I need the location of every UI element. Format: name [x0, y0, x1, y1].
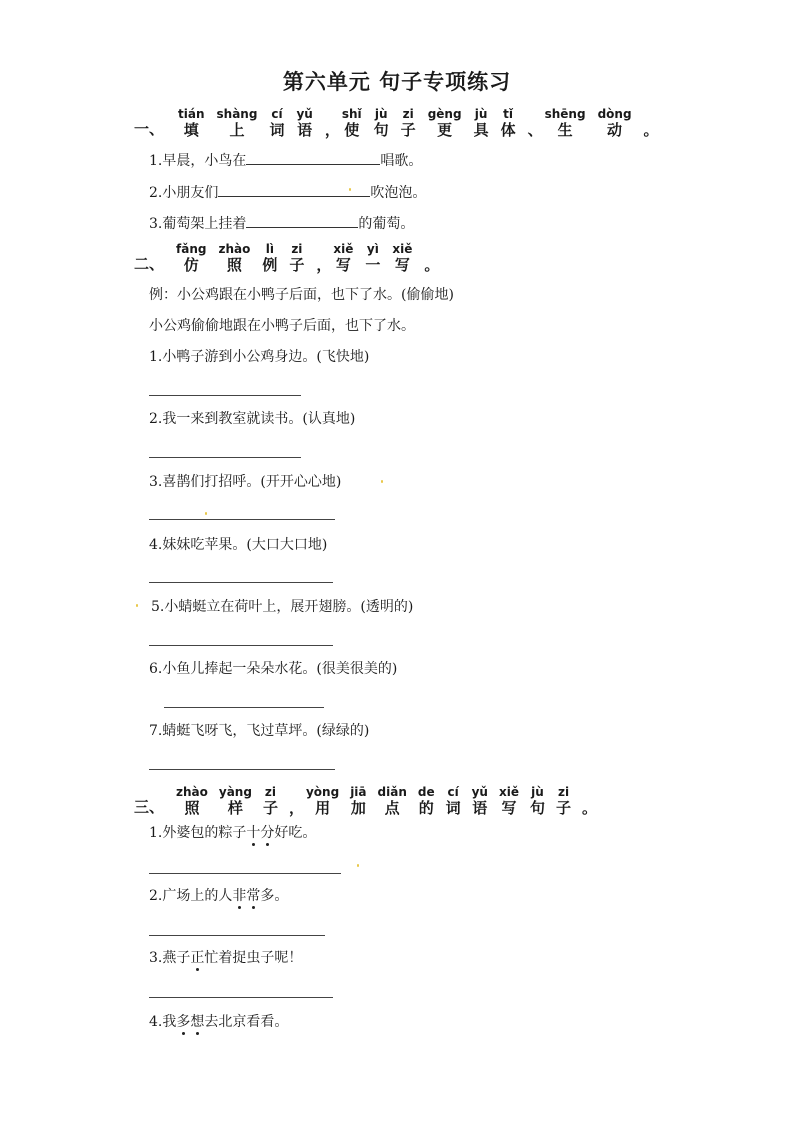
pinyin: tián [178, 107, 205, 121]
s3-item-4 [149, 1013, 288, 1031]
hanzi: 。 [424, 256, 440, 274]
hanzi: 用 [315, 799, 331, 817]
section2-number: 二、 [134, 255, 165, 273]
ruby-char [644, 108, 659, 139]
hanzi: 照 [226, 256, 242, 274]
answer-line[interactable] [149, 582, 333, 583]
pinyin: xiě [392, 242, 413, 256]
ruby-char [289, 243, 304, 274]
answer-line[interactable] [149, 997, 333, 998]
hanzi: 仿 [183, 256, 199, 274]
pinyin: xiě [333, 242, 354, 256]
s1-item-1: 1.早晨，小鸟在 唱歌。 [149, 150, 422, 170]
hanzi: 样 [227, 799, 243, 817]
hanzi: 、 [527, 121, 543, 139]
pinyin: cí [271, 107, 283, 121]
pinyin: cí [447, 785, 459, 799]
pinyin: zi [402, 107, 414, 121]
pinyin: shàng [216, 107, 258, 121]
dotted-word-char: 想 [190, 1014, 205, 1030]
ruby-char [472, 786, 488, 817]
answer-line[interactable] [149, 935, 325, 936]
hanzi: 具 [473, 121, 489, 139]
pinyin [649, 108, 653, 120]
pinyin: dòng [597, 107, 632, 121]
s3-item-3 [149, 949, 302, 967]
ruby-char [545, 108, 586, 139]
sentence-text: 去北京看看。 [204, 1014, 289, 1030]
pinyin [322, 243, 326, 255]
pinyin: jù [474, 107, 488, 121]
answer-line[interactable] [149, 645, 333, 646]
hanzi: 子 [400, 121, 416, 139]
sentence-text: 多。 [260, 888, 289, 904]
pinyin: shǐ [341, 107, 362, 121]
hanzi: 。 [643, 121, 659, 139]
sentence-text: 2.广场上的人 [149, 888, 233, 904]
hanzi: 词 [445, 799, 461, 817]
ruby-char [428, 108, 462, 139]
hanzi: 。 [582, 799, 598, 817]
pinyin [430, 243, 434, 255]
dotted-word-char: 常 [246, 888, 261, 904]
hanzi: 例 [262, 256, 278, 274]
hanzi: 写 [335, 256, 351, 274]
s2-item-5: 5.小蜻蜓立在荷叶上，展开翅膀。(透明的) [151, 599, 414, 615]
ruby-char [582, 786, 597, 817]
hanzi: 照 [184, 799, 200, 817]
ruby-char [365, 243, 380, 274]
scan-speck [381, 480, 383, 483]
answer-line[interactable] [149, 457, 301, 458]
hanzi: ， [316, 256, 332, 274]
hanzi: 词 [269, 121, 285, 139]
answer-line[interactable] [164, 707, 324, 708]
ruby-char [178, 108, 205, 139]
pinyin: jiā [350, 785, 367, 799]
pinyin: yǔ [471, 785, 488, 799]
ruby-char [418, 786, 435, 817]
ruby-char [269, 108, 284, 139]
sentence-text: 4.我 [149, 1014, 177, 1030]
ruby-char [342, 108, 362, 139]
scan-speck [136, 604, 138, 607]
ruby-char [306, 786, 339, 817]
dotted-word-char: 多 [176, 1014, 191, 1030]
ruby-char [218, 243, 250, 274]
hanzi: 的 [418, 799, 434, 817]
ruby-char [401, 108, 416, 139]
ruby-char [374, 108, 389, 139]
hanzi: 填 [183, 121, 199, 139]
section3-heading [134, 786, 599, 817]
dotted-word-char: 非 [232, 888, 247, 904]
section2-heading [134, 243, 441, 274]
hanzi: 体 [500, 121, 516, 139]
dotted-word-char: 分 [260, 825, 275, 841]
ruby-char [316, 243, 331, 274]
ruby-char [289, 786, 304, 817]
fill-blank[interactable] [218, 182, 370, 197]
hanzi: 加 [350, 799, 366, 817]
ruby-char [176, 243, 206, 274]
hanzi: 语 [297, 121, 313, 139]
ruby-char [501, 108, 516, 139]
sentence-text: 好吃。 [274, 825, 317, 841]
s2-item-1: 1.小鸭子游到小公鸡身边。(飞快地) [149, 349, 370, 365]
s1-item-2: 2.小朋友们 吹泡泡。 [149, 182, 426, 202]
hanzi: 动 [607, 121, 623, 139]
pinyin: zi [291, 242, 303, 256]
answer-line[interactable] [149, 519, 335, 520]
ruby-char [556, 786, 571, 817]
ruby-char [392, 243, 412, 274]
hanzi: 写 [394, 256, 410, 274]
pinyin: lì [265, 242, 274, 256]
pinyin: yòng [305, 785, 340, 799]
s3-item-2 [149, 887, 288, 905]
ruby-char [499, 786, 519, 817]
pinyin: fǎng [176, 242, 207, 256]
ruby-char [217, 108, 258, 139]
hanzi: 使 [344, 121, 360, 139]
pinyin: gèng [427, 107, 462, 121]
answer-line[interactable] [149, 769, 335, 770]
sentence-text: 忙着捉虫子呢！ [204, 950, 303, 966]
pinyin: xiě [498, 785, 519, 799]
s2-item-7: 7.蜻蜓飞呀飞，飞过草坪。(绿绿的) [149, 723, 370, 739]
pinyin: shēng [544, 107, 586, 121]
s2-item-2: 2.我一来到教室就读书。(认真地) [149, 411, 356, 427]
hanzi: 写 [501, 799, 517, 817]
s3-item-1 [149, 824, 316, 842]
pinyin [533, 108, 537, 120]
fill-blank[interactable] [246, 213, 358, 228]
sentence-text: 3.燕子 [149, 950, 191, 966]
sentence-text: 1.外婆包的粽子 [149, 825, 247, 841]
dotted-word-char: 正 [190, 950, 205, 966]
s2-item-6: 6.小鱼儿捧起一朵朵水花。(很美很美的) [149, 661, 398, 677]
ruby-char [262, 243, 277, 274]
hanzi: 子 [556, 799, 572, 817]
hanzi: ， [324, 121, 340, 139]
pinyin: yàng [218, 785, 252, 799]
section1-heading [134, 108, 661, 139]
example-answer: 小公鸡偷偷地跟在小鸭子后面，也下了水。 [149, 318, 415, 334]
hanzi: 一 [365, 256, 381, 274]
pinyin [294, 786, 298, 798]
hanzi: 句 [373, 121, 389, 139]
page-title: 第六单元 句子专项练习 [282, 69, 512, 94]
hanzi: 句 [529, 799, 545, 817]
pinyin: zi [264, 785, 277, 799]
ruby-char [296, 108, 312, 139]
answer-line[interactable] [149, 395, 301, 396]
section1-number: 一、 [134, 120, 165, 138]
s2-item-4: 4.妹妹吃苹果。(大口大口地) [149, 537, 328, 553]
hanzi: 更 [437, 121, 453, 139]
ruby-char [263, 786, 278, 817]
fill-blank[interactable] [246, 150, 380, 165]
pinyin: tǐ [503, 107, 514, 121]
pinyin: zhào [176, 785, 208, 799]
hanzi: 生 [557, 121, 573, 139]
dotted-word-char: 十 [246, 825, 261, 841]
pinyin: jù [374, 107, 388, 121]
ruby-char [378, 786, 407, 817]
hanzi: 子 [262, 799, 278, 817]
pinyin: zi [557, 785, 570, 799]
scan-speck [349, 188, 351, 191]
section3-number: 三、 [134, 798, 165, 816]
answer-line[interactable] [149, 873, 341, 874]
ruby-char [424, 243, 439, 274]
hanzi: 语 [472, 799, 488, 817]
ruby-char [219, 786, 252, 817]
ruby-char [474, 108, 489, 139]
ruby-char [598, 108, 632, 139]
ruby-char [528, 108, 543, 139]
hanzi: 上 [229, 121, 245, 139]
pinyin: jù [531, 785, 544, 799]
ruby-char [350, 786, 366, 817]
pinyin [587, 786, 591, 798]
hanzi: 子 [289, 256, 305, 274]
hanzi: ， [288, 799, 304, 817]
pinyin: de [417, 785, 435, 799]
pinyin: zhào [218, 242, 251, 256]
example-sentence: 例：小公鸡跟在小鸭子后面，也下了水。(偷偷地) [149, 287, 454, 303]
pinyin: yì [366, 242, 379, 256]
s1-item-3: 3.葡萄架上挂着 的葡萄。 [149, 213, 414, 233]
ruby-char [333, 243, 353, 274]
ruby-char [446, 786, 461, 817]
scan-speck [205, 512, 207, 515]
hanzi: 点 [384, 799, 400, 817]
pinyin [330, 108, 334, 120]
s2-item-3: 3.喜鹊们打招呼。(开开心心地) [149, 474, 342, 490]
ruby-char [530, 786, 545, 817]
pinyin: yǔ [296, 107, 313, 121]
ruby-char [176, 786, 208, 817]
ruby-char [325, 108, 340, 139]
pinyin: diǎn [377, 785, 407, 799]
scan-speck [357, 864, 359, 867]
